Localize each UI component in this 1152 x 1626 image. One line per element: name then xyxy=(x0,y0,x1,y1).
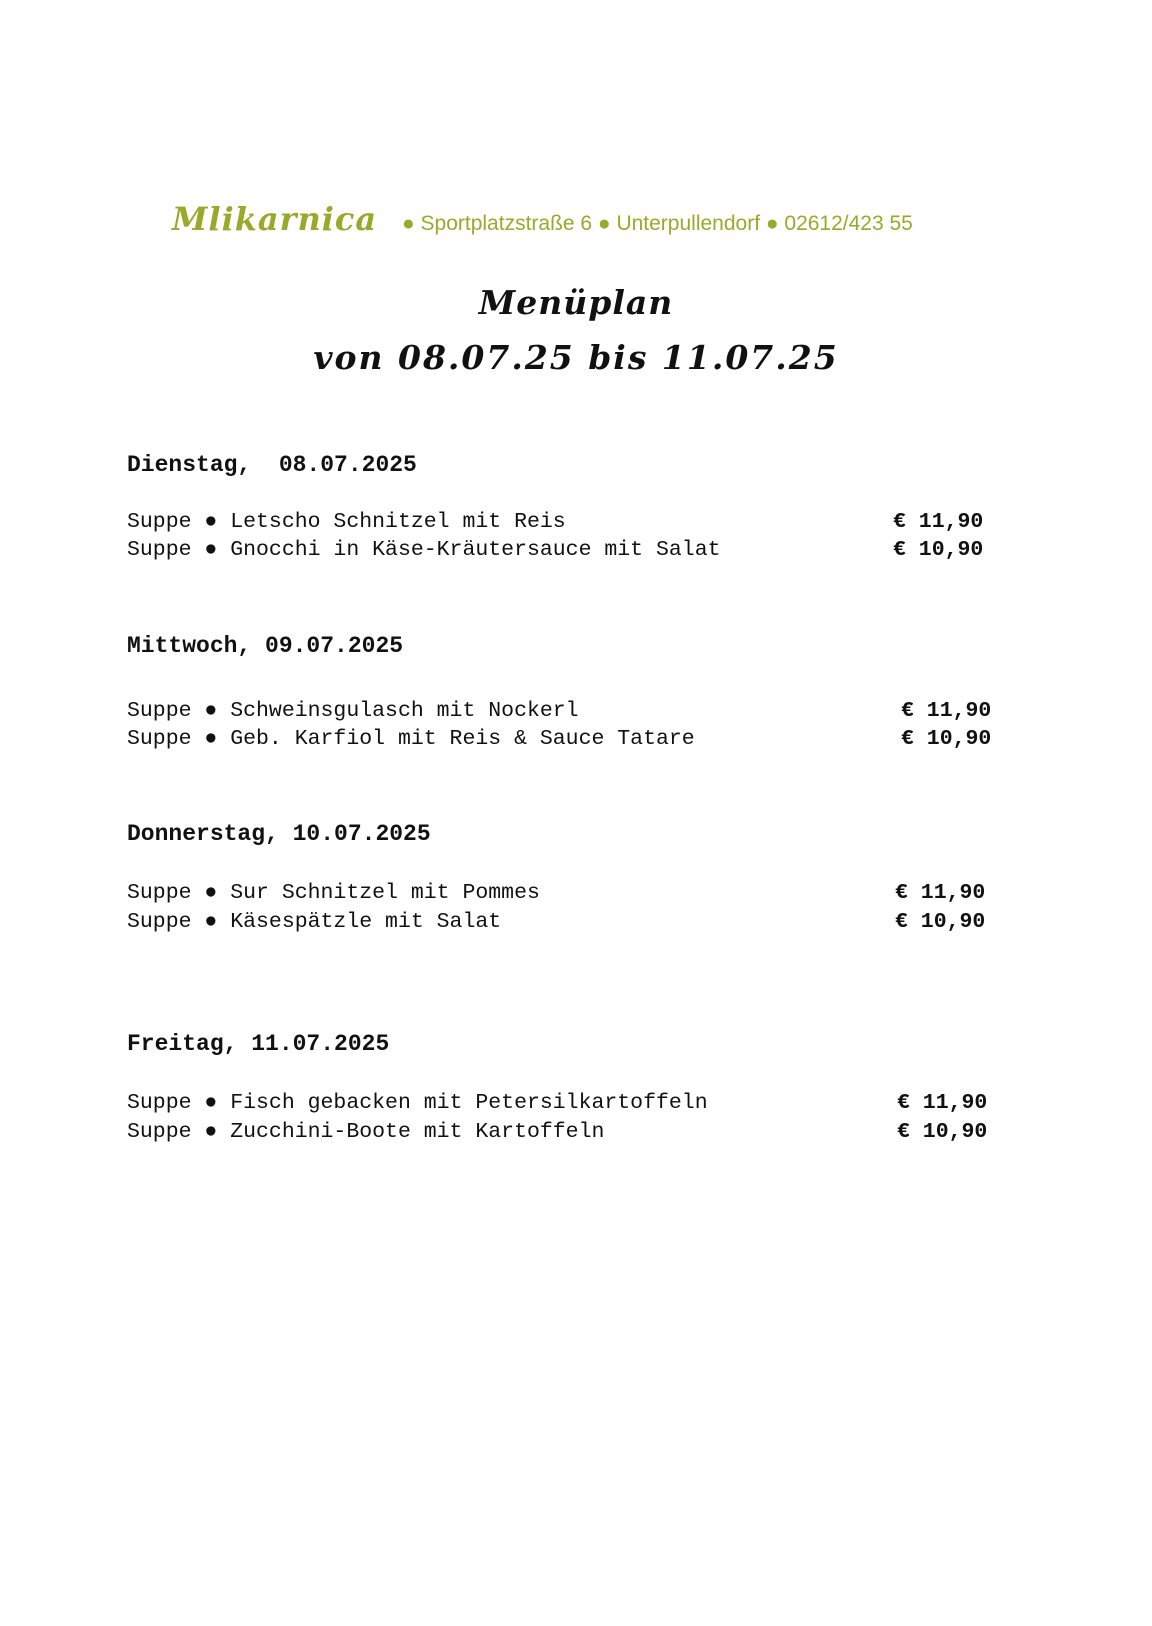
menu-item xyxy=(127,1120,1007,1148)
menu-item-price: € 11,90 xyxy=(893,510,984,534)
restaurant-contact-line: ● Sportplatzstraße 6 ● Unterpullendorf ● 02612/423 55 xyxy=(402,212,913,235)
day-heading: Dienstag, 08.07.2025 xyxy=(127,452,417,478)
day-section-donnerstag xyxy=(127,821,1007,934)
menu-item-price: € 11,90 xyxy=(895,881,986,905)
menu-item-text: Suppe ● Zucchini-Boote mit Kartoffeln xyxy=(127,1120,605,1144)
menu-item-price: € 11,90 xyxy=(897,1091,988,1115)
menu-item-text: Suppe ● Geb. Karfiol mit Reis & Sauce Tatare xyxy=(127,727,695,751)
day-section-mittwoch xyxy=(127,633,1007,751)
menu-item-text: Suppe ● Schweinsgulasch mit Nockerl xyxy=(127,699,579,723)
menu-item-price: € 10,90 xyxy=(895,910,986,934)
menu-date-range: von 08.07.25 bis 11.07.25 xyxy=(313,338,839,377)
menu-title: Menüplan xyxy=(478,283,674,322)
menu-item-price: € 10,90 xyxy=(901,727,992,751)
menu-item-price: € 11,90 xyxy=(901,699,992,723)
day-section-dienstag xyxy=(127,452,1007,562)
restaurant-header xyxy=(172,200,1032,250)
menu-item xyxy=(127,510,1007,538)
day-section-freitag xyxy=(127,1031,1007,1144)
menu-item-text: Suppe ● Käsespätzle mit Salat xyxy=(127,910,502,934)
menu-item xyxy=(127,1091,1007,1119)
menu-item xyxy=(127,699,1007,727)
menu-item xyxy=(127,881,1007,909)
menu-item-text: Suppe ● Sur Schnitzel mit Pommes xyxy=(127,881,540,905)
menu-item-text: Suppe ● Gnocchi in Käse-Kräutersauce mit Salat xyxy=(127,538,721,562)
menu-item-text: Suppe ● Letscho Schnitzel mit Reis xyxy=(127,510,566,534)
day-heading: Mittwoch, 09.07.2025 xyxy=(127,633,404,659)
restaurant-name: Mlikarnica xyxy=(172,200,378,238)
menu-item-price: € 10,90 xyxy=(893,538,984,562)
day-heading: Donnerstag, 10.07.2025 xyxy=(127,821,431,847)
menu-item-text: Suppe ● Fisch gebacken mit Petersilkartoffeln xyxy=(127,1091,708,1115)
menu-item-price: € 10,90 xyxy=(897,1120,988,1144)
day-heading: Freitag, 11.07.2025 xyxy=(127,1031,390,1057)
menu-item xyxy=(127,538,1007,566)
menu-item xyxy=(127,727,1007,755)
menu-item xyxy=(127,910,1007,938)
